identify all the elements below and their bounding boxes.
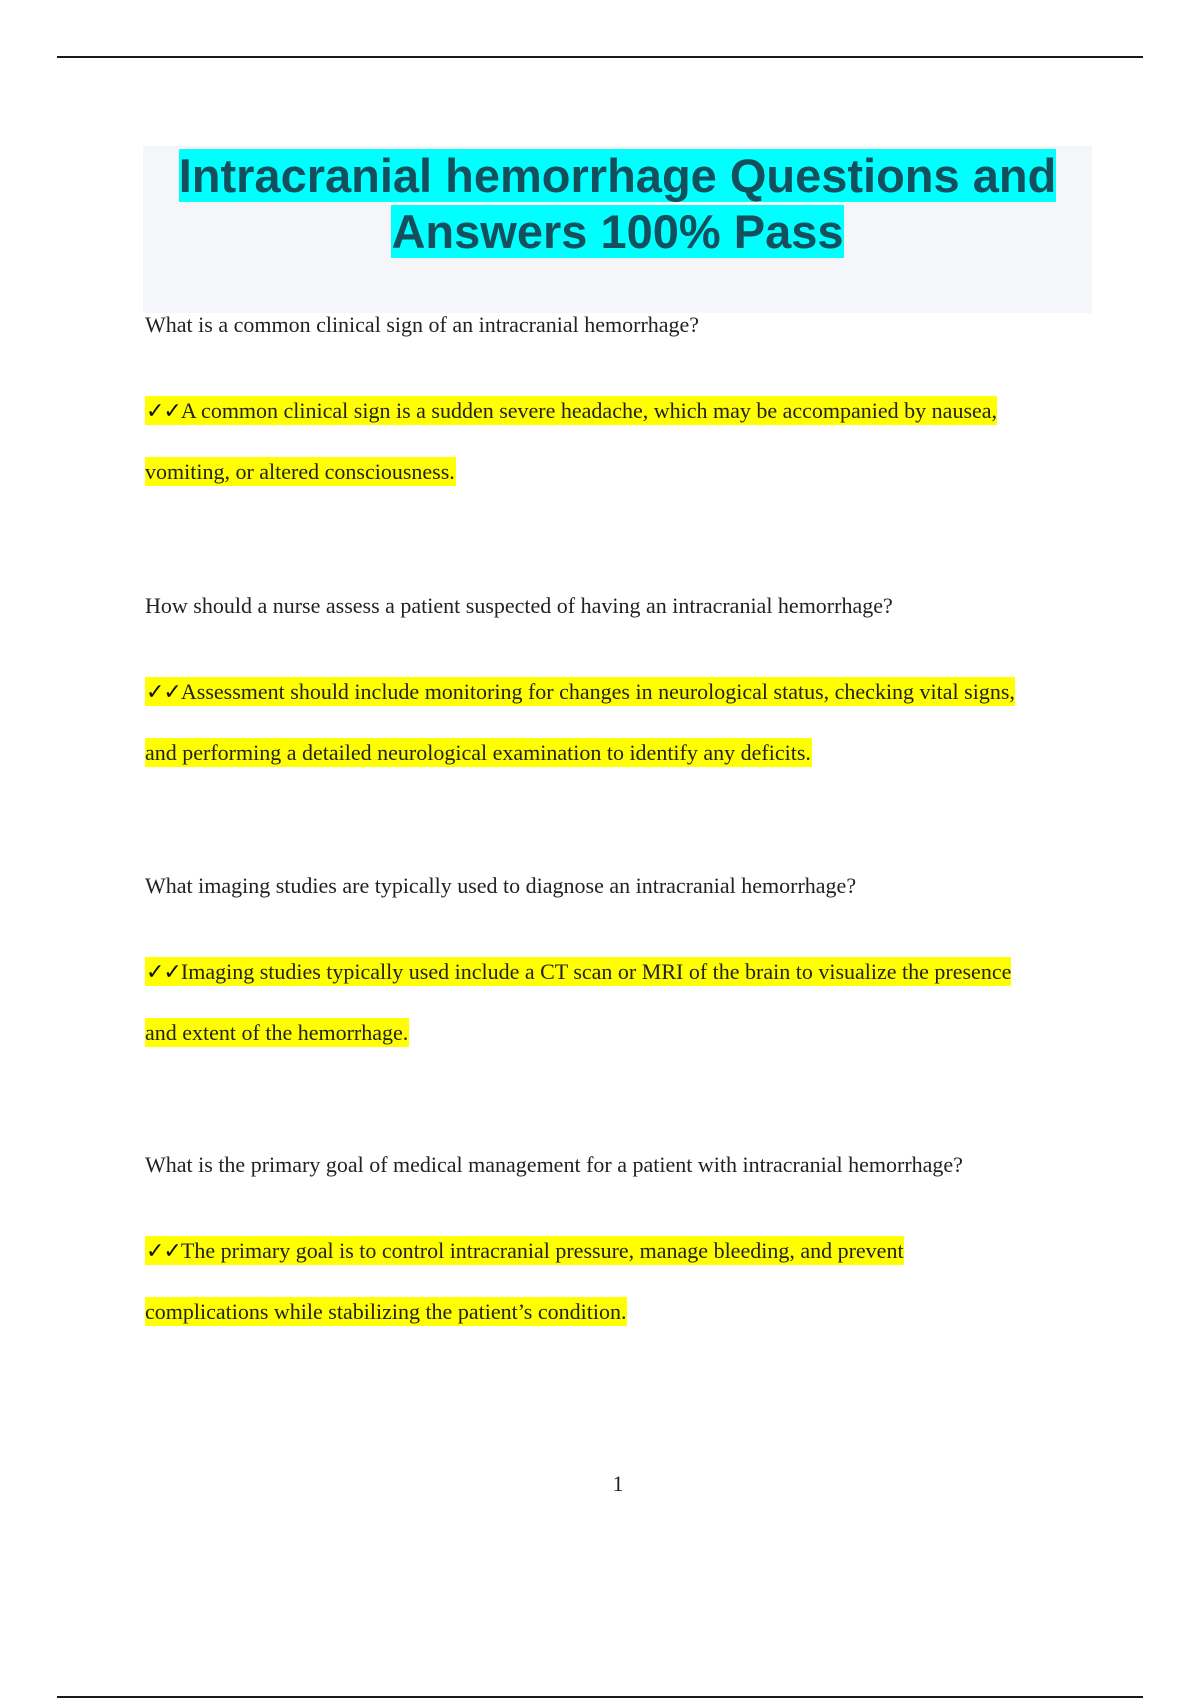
answer-paragraph xyxy=(145,381,1085,502)
answer-paragraph xyxy=(145,942,1025,1063)
answer-paragraph xyxy=(145,662,1045,783)
qa-item xyxy=(145,312,1105,502)
answer-highlight xyxy=(145,1236,904,1326)
answer-text: A common clinical sign is a sudden severe headache, which may be accompanied by nausea, vomiting, or altered consciousness. xyxy=(145,398,998,484)
footer-rule xyxy=(57,1696,1143,1698)
header-rule xyxy=(57,56,1143,58)
double-check-icon: ✓✓ xyxy=(146,680,181,705)
double-check-icon: ✓✓ xyxy=(146,399,181,424)
title-banner xyxy=(143,146,1092,313)
answer-text: Assessment should include monitoring for changes in neurological status, checking vital signs, and performing a detailed neurological examination to identify any deficits. xyxy=(145,679,1015,765)
answer-text: The primary goal is to control intracranial pressure, manage bleeding, and prevent complications while stabilizing the patient’s condition. xyxy=(145,1238,904,1324)
question-text: What is a common clinical sign of an intracranial hemorrhage? xyxy=(145,312,700,337)
answer-highlight xyxy=(145,957,1011,1047)
double-check-icon: ✓✓ xyxy=(146,960,181,985)
question-text: How should a nurse assess a patient suspected of having an intracranial hemorrhage? xyxy=(145,593,893,618)
question-text: What imaging studies are typically used to diagnose an intracranial hemorrhage? xyxy=(145,873,857,898)
answer-highlight xyxy=(145,677,1015,767)
answer-paragraph xyxy=(145,1221,1005,1342)
qa-item xyxy=(145,873,1105,1063)
answer-text: Imaging studies typically used include a CT scan or MRI of the brain to visualize the presence and extent of the hemorrhage. xyxy=(145,959,1012,1045)
question-text: What is the primary goal of medical management for a patient with intracranial hemorrhage? xyxy=(145,1152,963,1177)
page-number: 1 xyxy=(612,1471,624,1496)
double-check-icon: ✓✓ xyxy=(146,1239,181,1264)
qa-item xyxy=(145,593,1105,783)
document-title: Intracranial hemorrhage Questions and Answers 100% Pass xyxy=(178,149,1057,258)
answer-highlight xyxy=(145,396,997,486)
qa-item xyxy=(145,1152,1105,1342)
